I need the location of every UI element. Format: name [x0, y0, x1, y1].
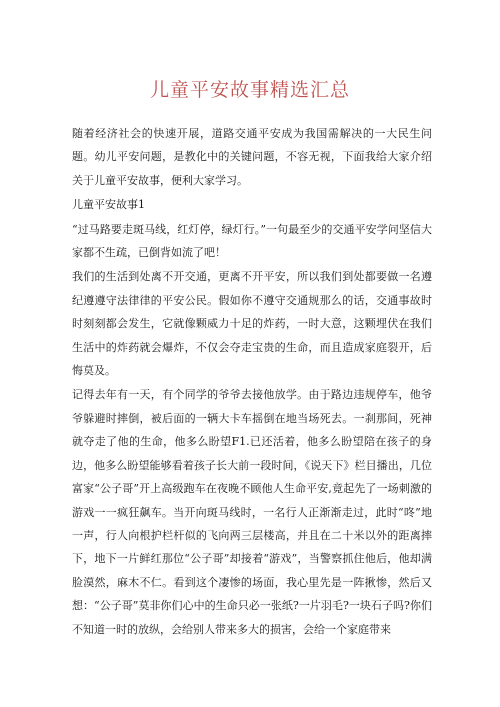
body-paragraph-1: “过马路要走斑马线，红灯停，绿灯行。”一句最至少的交通平安学问坚信大家都不生疏，已倒背如流了吧！ — [72, 222, 432, 260]
document-title: 儿童平安故事精选汇总 — [149, 79, 350, 101]
section-heading: 儿童平安故事1 — [72, 198, 145, 212]
intro-paragraph: 随着经济社会的快速开展，道路交通平安成为我国需解决的一大民生问题。幼儿平安问题，是教化中的关键问题，不容无视，下面我给大家介绍关于儿童平安故事，便利大家学习。 — [72, 127, 432, 187]
body-paragraph-3: 记得去年有一天，有个同学的爷爷去接他放学。由于路边违规停车，他爷爷躲避时摔倒，被后面的一辆大卡车摇倒在地当场死去。一刹那间，死神就夺走了他的生命，他多么盼望F1.已还活着，他多么盼望陪在孩子的身边，他多么盼望能够看着孩子长大前一段时间，《说天下》栏目播出，几位富家“公子哥”开上高级跑车在夜晚不顾他人生命平安,竟起先了一场刺激的游戏一一疯狂飙车。当开向斑马线时，一名行人正渐渐走过，此时“咚”地一声，行人向根护栏杆似的飞向两三层楼高，并且在二十米以外的距离摔下，地下一片鲜红那位“公子哥”却接着“游戏”，当警察抓住他后，他却满脸漠然，麻木不仁。看到这个凄惨的场面，我心里先是一阵揪惨，然后又想：“公子哥”莫非你们心中的生命只必一张纸?一片羽毛?一块石子吗?你们不知道一时的放纵，会给别人带来多大的损害，会给一个家庭带来 — [72, 388, 432, 636]
body-paragraph-2: 我们的生活到处离不开交通，更离不开平安，所以我们到处都要做一名遵纪遵遵守法律律的平安公民。假如你不遵守交通规那么的话，交通事故时时刻刻都会发生，它就像颗威力十足的炸药，一时大意，这颗埋伏在我们生活中的炸药就会爆炸，不仅会夺走宝贵的生命，而且造成家庭裂开，后悔莫及。 — [72, 270, 432, 378]
document-body — [72, 122, 432, 641]
